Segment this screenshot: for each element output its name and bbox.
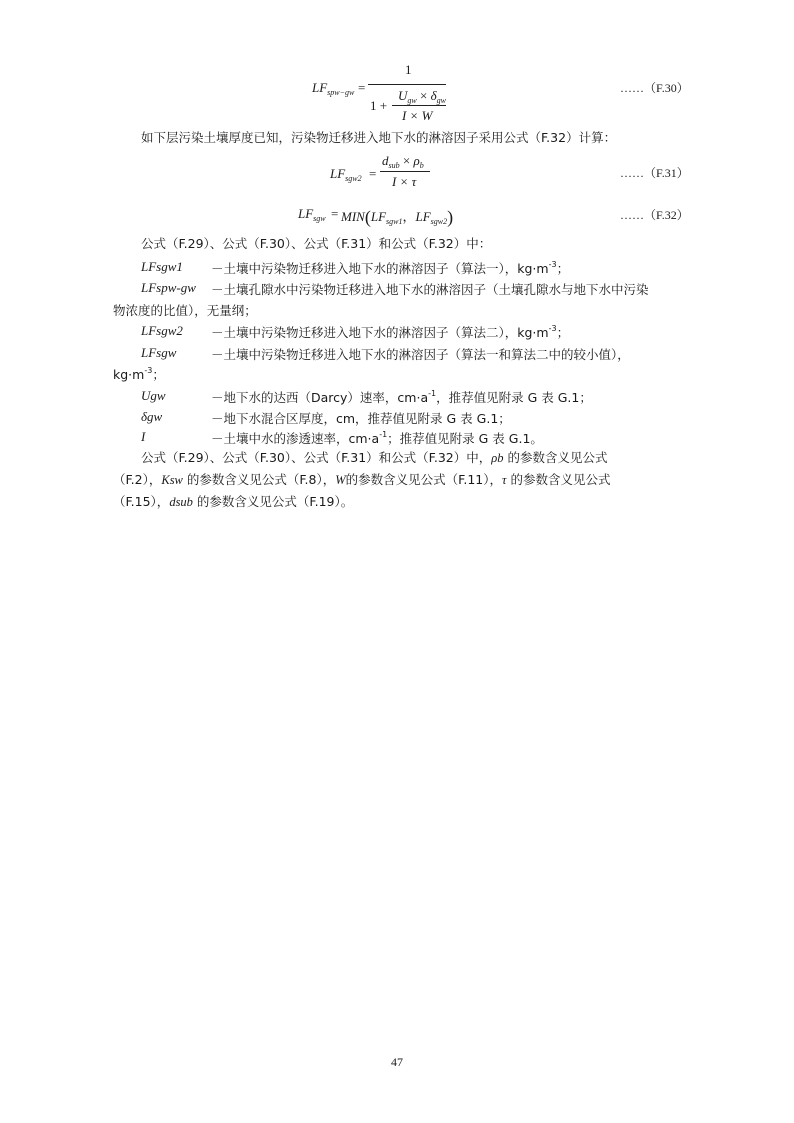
formula-f31-denominator: I × τ [392,174,417,189]
formula-f32-lhs: $LF_{sgw}$ [298,206,326,223]
definition-symbol: LFsgw2 [141,323,183,338]
formula-f30-number: ……（F.30） [620,81,689,95]
formula-f30-lhs: $LF_{spw-gw}$ [312,80,355,97]
formula-f31-lhs: $LF_{sgw2}$ [330,166,362,183]
where-line: 公式（F.29）、公式（F.30）、公式（F.31）和公式（F.32）中： [141,236,492,251]
definition-symbol: LFsgw [141,345,177,360]
intro-line: 如下层污染土壤厚度已知，污染物迁移进入地下水的淋溶因子采用公式（F.32）计算： [141,130,617,145]
formula-f30-fraction-bar [368,84,446,85]
definition-symbol: δgw [141,409,163,424]
formula-f30-inner-bar [392,105,446,106]
formula-f31-fraction-bar [380,171,430,172]
formula-f32-rhs: $MIN(LF_{sgw1}$，$LF_{sgw2}$) [341,207,454,227]
document-page: $LF_{spw-gw}$ = 1 1 + $U_{gw} \times \delta_{gw}$ I × W ……（F.30） 如下层污染土壤厚度已知，污染物迁移进入地下水的淋溶因子采用公式（F.32）计算： $LF_{sgw2}$ = $d_{sub} \times \rho_b$ I × τ ……（F.31） $LF_{sgw}$ = $MIN(LF_{sgw1}$，$LF_{sgw2}$) ……（F.32） 公式（F.29）、公式（F.30）、公式（F.31）和公式（F.32）中： LFsgw1 －土壤中污染物迁移进入地下水的淋溶因子（算法一），$kg\cdot m^{-3}$； LFspw-gw －土壤孔隙水中污染物迁移进入地下水的淋溶因子（土壤孔隙水与地下水中污染 物浓度的比值），无量纲； LFsgw2 －土壤中污染物迁移进入地下水的淋溶因子（算法二），$kg\cdot m^{-3}$； LFsgw －土壤中污染物迁移进入地下水的淋溶因子（算法一和算法二中的较小值）， $kg\cdot m^{-3}$； Ugw －地下水的达西（Darcy）速率，$cm\cdot a^{-1}$，推荐值见附录 G 表 G.1； δgw －地下水混合区厚度，cm，推荐值见附录 G 表 G.1； I －土壤中水的渗透速率，$cm\cdot a^{-1}$；推荐值见附录 G 表 G.1。 公式（F.29）、公式（F.30）、公式（F.31）和公式（F.32）中，ρb 的参数含义见公式 （F.2），Ksw 的参数含义见公式（F.8），W的参数含义见公式（F.11），τ 的参数含义见公式 （F.15），dsub 的参数含义见公式（F.19）。 47 [0,0,794,1123]
formula-f32-number: ……（F.32） [620,208,689,222]
formula-f31-number: ……（F.31） [620,166,689,180]
page-number: 47 [391,1055,403,1069]
definition-symbol: Ugw [141,388,166,403]
formula-f30-inner-denominator: I × W [402,108,433,123]
definition-symbol: LFsgw1 [141,259,183,274]
formula-f30-inner-numerator: $U_{gw} \times \delta_{gw}$ [398,88,446,105]
definition-symbol: LFspw-gw [141,280,196,295]
formula-f31-numerator: $d_{sub} \times \rho_b$ [382,153,424,170]
definition-symbol: I [141,429,146,444]
formula-f30-numerator: 1 [405,62,412,77]
